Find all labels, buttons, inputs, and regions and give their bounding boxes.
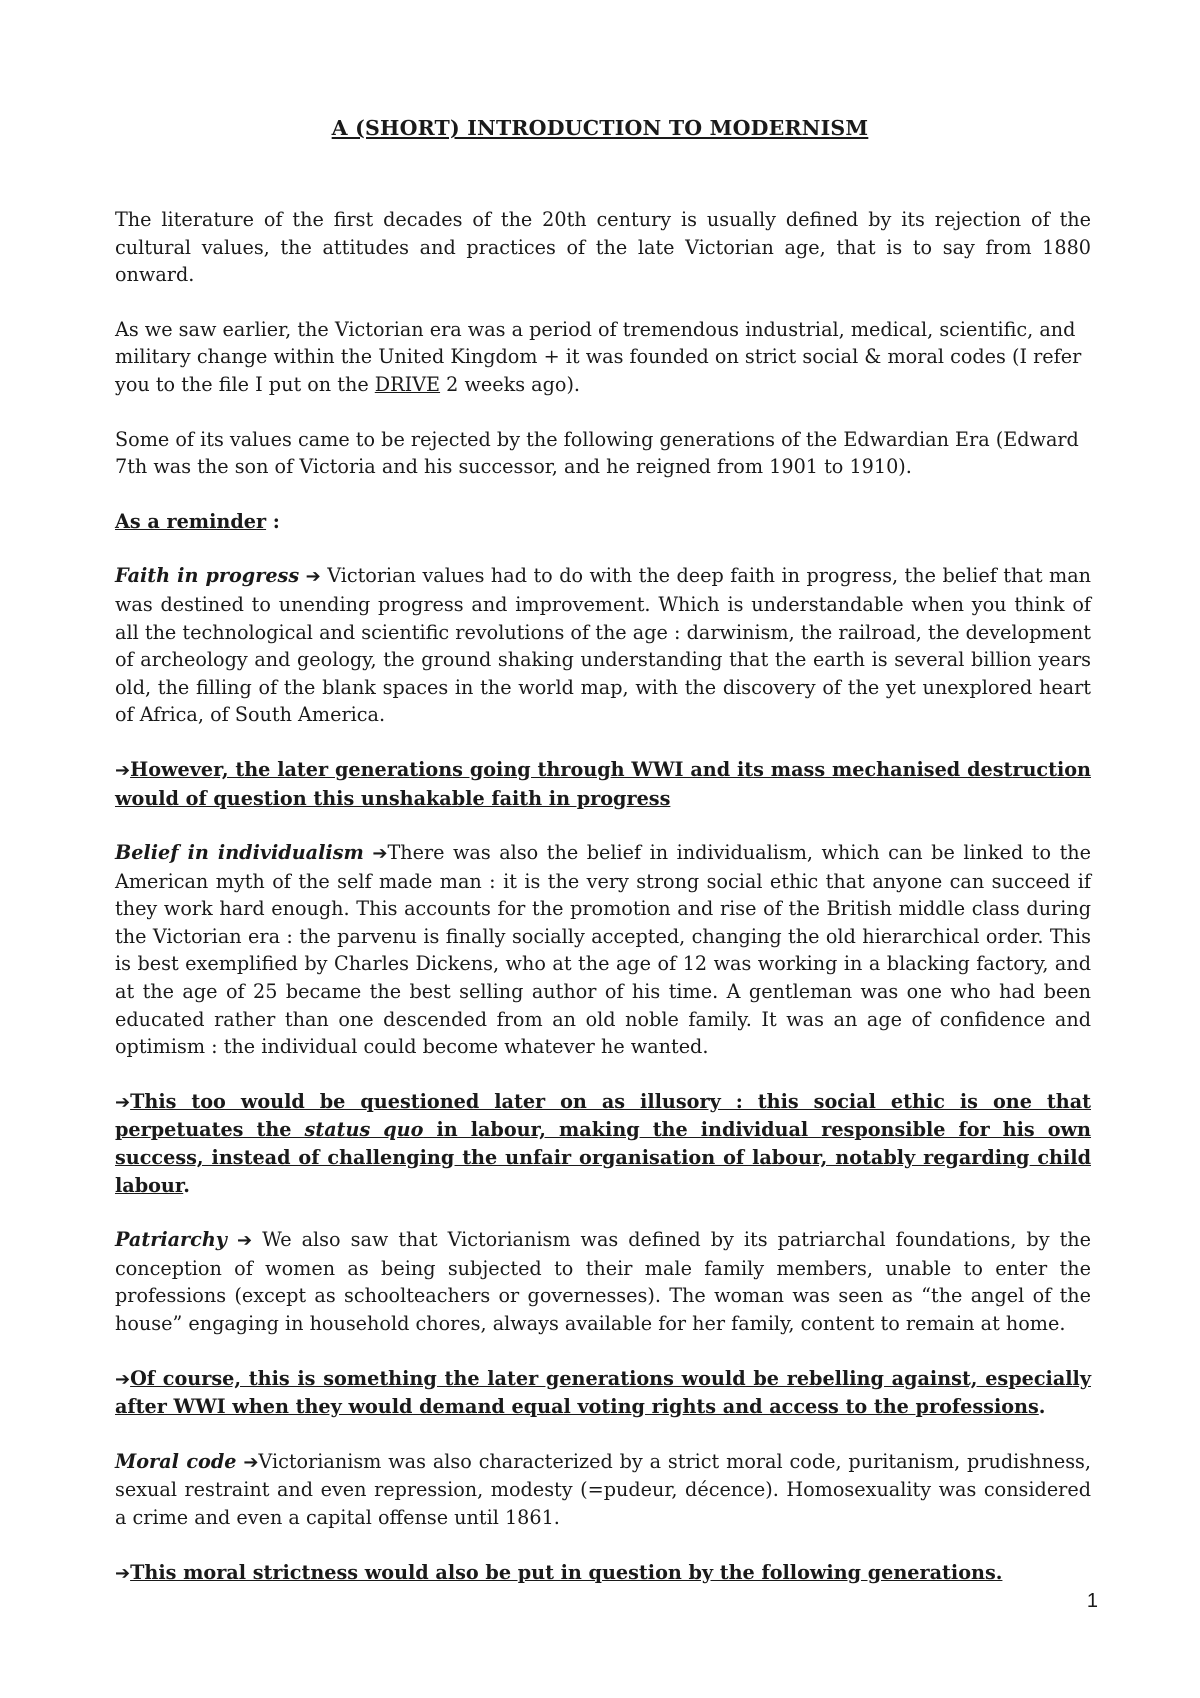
patriarchy-paragraph	[115, 1226, 1091, 1337]
individualism-paragraph	[115, 839, 1091, 1061]
individualism-term: Belief in individualism	[115, 841, 364, 865]
faith-conclusion	[115, 756, 1091, 812]
reminder-heading-colon: :	[266, 509, 280, 533]
arrow-icon: ➔	[243, 1451, 259, 1473]
patriarchy-conclusion	[115, 1365, 1091, 1421]
document-body	[115, 206, 1091, 1614]
faith-conclusion-text: However, the later generations going through WWI and its mass mechanised destruction would of question this unshakable faith in progress	[115, 757, 1091, 810]
arrow-icon: ➔	[115, 1091, 131, 1113]
moral-conclusion-text: This moral strictness would also be put in question by the following generations.	[130, 1560, 1003, 1584]
individualism-conclusion	[115, 1088, 1091, 1199]
individualism-conclusion-period: .	[183, 1173, 190, 1197]
faith-body: Victorian values had to do with the deep faith in progress, the belief that man was destined to unending progress and improvement. Which is understandable when you think of all the technological and scientific revolutions of the age : darwinism, the railroad, the development of archeology and geology, the ground shaking understanding that the earth is several billion years old, the filling of the blank spaces in the world map, with the discovery of the yet unexplored heart of Africa, of South America.	[115, 564, 1091, 727]
status-quo-text: status quo	[304, 1118, 424, 1142]
moral-body: Victorianism was also characterized by a strict moral code, puritanism, prudishness, sexual restraint and even repression, modesty (=pudeur, décence). Homosexuality was considered a crime and even a capital offense until 1861.	[115, 1449, 1091, 1529]
arrow-icon: ➔	[372, 843, 388, 865]
reminder-heading-text: As a reminder	[115, 509, 267, 533]
arrow-icon: ➔	[305, 566, 321, 588]
drive-link[interactable]: DRIVE	[374, 372, 441, 396]
faith-term: Faith in progress	[115, 564, 300, 588]
intro-paragraph-3: Some of its values came to be rejected by the following generations of the Edwardian Era (Edward 7th was the son of Victoria and his successor, and he reigned from 1901 to 1910).	[115, 427, 1079, 479]
reminder-heading	[115, 508, 1091, 536]
moral-conclusion	[115, 1559, 1091, 1588]
intro-paragraph-2	[115, 316, 1091, 399]
patriarchy-term: Patriarchy	[115, 1228, 227, 1252]
arrow-icon: ➔	[236, 1230, 253, 1252]
patriarchy-body: We also saw that Victorianism was defined by its patriarchal foundations, by the conception of women as being subjected to their male family members, unable to enter the professions (except as schoolteachers or governesses). The woman was seen as “the angel of the house” engaging in household chores, always available for her family, content to remain at home.	[115, 1228, 1091, 1335]
moral-paragraph	[115, 1448, 1091, 1532]
patriarchy-conclusion-period: .	[1038, 1395, 1046, 1419]
document-title: A (SHORT) INTRODUCTION TO MODERNISM	[331, 116, 869, 140]
individualism-body: There was also the belief in individualism, which can be linked to the American myth of the self made man : it is the very strong social ethic that anyone can succeed if they work hard enough. This accounts for the promotion and rise of the British middle class during the Victorian era : the parvenu is finally socially accepted, changing the old hierarchical order. This is best exemplified by Charles Dickens, who at the age of 12 was working in a blacking factory, and at the age of 25 became the best selling author of his time. A gentleman was one who had been educated rather than one descended from an old noble family. It was an age of confidence and optimism : the individual could become whatever he wanted.	[115, 841, 1091, 1059]
intro-paragraph-1: The literature of the first decades of the 20th century is usually defined by its rejection of the cultural values, the attitudes and practices of the late Victorian age, that is to say from 1880 onward.	[115, 208, 1091, 287]
arrow-icon: ➔	[115, 1562, 131, 1584]
faith-paragraph	[115, 562, 1091, 729]
moral-term: Moral code	[115, 1449, 237, 1473]
intro-paragraph-2-end: 2 weeks ago).	[440, 372, 581, 396]
arrow-icon: ➔	[115, 1368, 131, 1390]
individualism-conclusion-text-b: in labour, making the individual responsible for his own success, instead of challenging the unfair organisation of labour, notably regarding child labour	[115, 1118, 1092, 1197]
individualism-conclusion-text-a: This too would be questioned later on as illusory : this social ethic is one that perpetuates the	[115, 1089, 1091, 1142]
page-number: 1	[1086, 1590, 1098, 1612]
intro-paragraph-2-text: As we saw earlier, the Victorian era was a period of tremendous industrial, medical, scientific, and military change within the United Kingdom + it was founded on strict social & moral codes (I refer you to the file I put on the	[115, 317, 1082, 396]
patriarchy-conclusion-text: Of course, this is something the later generations would be rebelling against, especially after WWI when they would demand equal voting rights and access to the professions	[115, 1366, 1091, 1419]
arrow-icon: ➔	[115, 759, 131, 781]
